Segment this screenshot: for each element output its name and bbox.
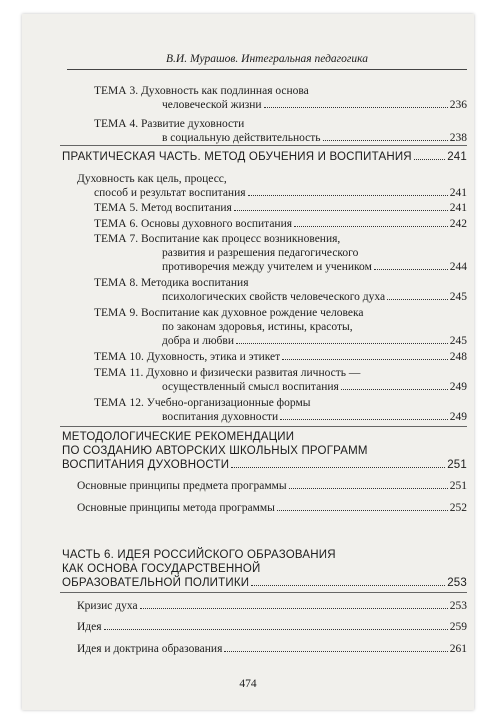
page-ref: 242 [449, 218, 467, 230]
page-ref: 238 [449, 132, 467, 144]
toc-entry-theme9-line2: по законам здоровья, истины, красоты, [162, 321, 353, 333]
toc-entry-theme5[interactable] [94, 201, 467, 216]
leader-dots [280, 419, 448, 420]
page-ref: 244 [449, 261, 467, 273]
toc-entry-theme10[interactable] [94, 350, 467, 365]
toc-entry-theme9-line3: добра и любви [162, 335, 234, 347]
leader-dots [224, 651, 447, 652]
toc-entry-theme7-line2: развития и разрешения педагогического [162, 247, 359, 259]
page-ref: 245 [449, 291, 467, 303]
section-divider [60, 426, 467, 427]
toc-entry-doctrine-label: Идея и доктрина образования [77, 643, 223, 655]
toc-entry-theme9[interactable] [162, 334, 467, 349]
section-divider [60, 592, 467, 593]
toc-entry-theme3-line2: человеческой жизни [162, 99, 262, 111]
toc-entry-theme8[interactable] [162, 290, 467, 305]
page-number: 474 [239, 678, 257, 690]
leader-dots [341, 389, 448, 390]
section-divider [60, 145, 467, 146]
toc-section-method-line1: МЕТОДОЛОГИЧЕСКИЕ РЕКОМЕНДАЦИИ [62, 431, 295, 443]
toc-entry-theme7[interactable] [162, 260, 467, 275]
page-ref: 241 [447, 151, 467, 163]
page-ref: 249 [449, 381, 467, 393]
toc-part6-line2: КАК ОСНОВА ГОСУДАРСТВЕННОЙ [62, 563, 261, 575]
leader-dots [140, 608, 448, 609]
page-ref: 241 [449, 202, 467, 214]
leader-dots [323, 140, 448, 141]
toc-entry-doctrine[interactable] [77, 642, 467, 657]
toc-entry-theme8-line2: психологических свойств человеческого духа [162, 291, 386, 303]
toc-entry-theme11[interactable] [162, 380, 467, 395]
toc-entry-idea[interactable] [77, 620, 467, 635]
toc-part6-line3: ОБРАЗОВАТЕЛЬНОЙ ПОЛИТИКИ [62, 577, 250, 589]
leader-dots [251, 585, 445, 586]
page-ref: 252 [449, 502, 467, 514]
toc-section-method[interactable] [62, 458, 467, 473]
toc-entry-crisis[interactable] [77, 599, 467, 614]
page-ref: 261 [449, 643, 467, 655]
leader-dots [231, 467, 445, 468]
leader-dots [414, 159, 445, 160]
leader-dots [264, 107, 448, 108]
toc-entry-spirit-line1: Духовность как цель, процесс, [77, 173, 227, 185]
toc-entry-theme6[interactable] [94, 217, 467, 232]
toc-entry-spirit[interactable] [94, 186, 467, 201]
toc-entry-principles-subject[interactable] [77, 479, 467, 494]
leader-dots [374, 269, 448, 270]
toc-entry-theme12[interactable] [162, 410, 467, 425]
toc-entry-theme10-label: ТЕМА 10. Духовность, этика и этикет [94, 351, 281, 363]
toc-section-practical[interactable] [62, 150, 467, 165]
toc-part6-line1: ЧАСТЬ 6. ИДЕЯ РОССИЙСКОГО ОБРАЗОВАНИЯ [62, 549, 336, 561]
leader-dots [282, 359, 448, 360]
leader-dots [387, 299, 448, 300]
page-ref: 253 [449, 600, 467, 612]
toc-entry-spirit-line2: способ и результат воспитания [94, 187, 246, 199]
toc-entry-principles-method[interactable] [77, 501, 467, 516]
leader-dots [248, 195, 448, 196]
toc-entry-principles-subject-label: Основные принципы предмета программы [77, 480, 287, 492]
leader-dots [234, 210, 448, 211]
toc-entry-theme8-line1: ТЕМА 8. Методика воспитания [94, 277, 249, 289]
toc-entry-theme4[interactable] [162, 131, 467, 146]
toc-part6[interactable] [62, 576, 467, 591]
page-ref: 251 [447, 459, 467, 471]
leader-dots [104, 629, 448, 630]
toc-entry-principles-method-label: Основные принципы метода программы [77, 502, 275, 514]
toc-entry-theme6-label: ТЕМА 6. Основы духовного воспитания [94, 218, 293, 230]
toc-entry-theme12-line1: ТЕМА 12. Учебно-организационные формы [94, 397, 311, 409]
leader-dots [289, 488, 448, 489]
toc-entry-theme5-label: ТЕМА 5. Метод воспитания [94, 202, 232, 214]
toc-entry-crisis-label: Кризис духа [77, 600, 138, 612]
toc-entry-theme7-line1: ТЕМА 7. Воспитание как процесс возникновения, [94, 233, 341, 245]
toc-entry-idea-label: Идея [77, 621, 102, 633]
page-ref: 236 [449, 99, 467, 111]
toc-entry-theme12-line2: воспитания духовности [162, 411, 279, 423]
toc-entry-theme7-line3: противоречия между учителем и учеником [162, 261, 372, 273]
leader-dots [294, 226, 448, 227]
toc-section-method-line2: ПО СОЗДАНИЮ АВТОРСКИХ ШКОЛЬНЫХ ПРОГРАММ [62, 445, 368, 457]
page-ref: 245 [449, 335, 467, 347]
toc-entry-theme11-line2: осуществленный смысл воспитания [162, 381, 339, 393]
toc-section-method-line3: ВОСПИТАНИЯ ДУХОВНОСТИ [62, 459, 230, 471]
toc-entry-theme11-line1: ТЕМА 11. Духовно и физически развитая личность — [94, 367, 361, 379]
toc-entry-theme3[interactable] [162, 98, 467, 113]
running-header: В.И. Мурашов. Интегральная педагогика [67, 53, 467, 70]
page-ref: 259 [449, 621, 467, 633]
toc-entry-theme4-line2: в социальную действительность [162, 132, 321, 144]
leader-dots [236, 343, 448, 344]
page-ref: 251 [449, 480, 467, 492]
book-page [22, 14, 474, 710]
leader-dots [277, 510, 448, 511]
page-ref: 253 [447, 577, 467, 589]
toc-entry-theme3-line1: ТЕМА 3. Духовность как подлинная основа [94, 85, 309, 97]
toc-section-practical-label: ПРАКТИЧЕСКАЯ ЧАСТЬ. МЕТОД ОБУЧЕНИЯ И ВОСПИТАНИЯ [62, 151, 412, 163]
page-ref: 248 [449, 351, 467, 363]
toc-entry-theme9-line1: ТЕМА 9. Воспитание как духовное рождение человека [94, 307, 364, 319]
page-ref: 249 [449, 411, 467, 423]
toc-entry-theme4-line1: ТЕМА 4. Развитие духовности [94, 118, 245, 130]
page-ref: 241 [449, 187, 467, 199]
